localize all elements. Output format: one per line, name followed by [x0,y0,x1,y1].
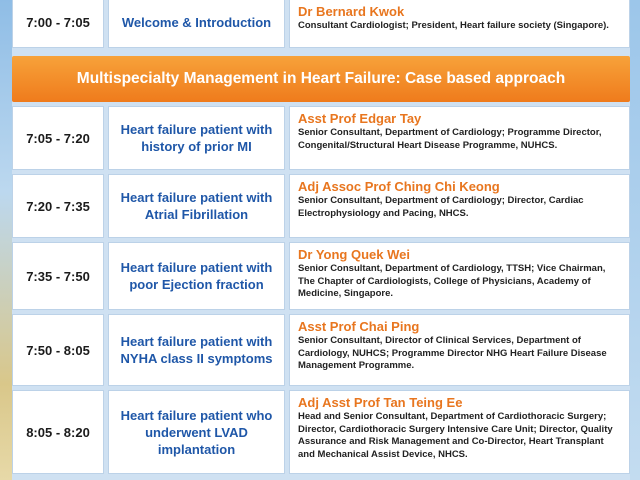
speaker-description: Consultant Cardiologist; President, Heart failure society (Singapore). [298,20,609,31]
speaker-description: Head and Senior Consultant, Department of Cardiothoracic Surgery; Director, Cardiothoracic Surgery Intensive Care Unit; Director, Quality Assurance and Risk Management and Co-Director, Heart Transplant and Mechanical Assist Device, NHCS. [298,411,613,460]
right-decorative-strip [630,0,640,480]
time-cell: 7:50 - 8:05 [12,314,104,386]
time-cell: 8:05 - 8:20 [12,390,104,474]
left-decorative-strip [0,0,12,480]
speaker-name: Adj Assoc Prof Ching Chi Keong [298,179,500,194]
agenda-row [12,314,630,386]
agenda-row [12,106,630,170]
topic-cell: Welcome & Introduction [108,0,285,48]
time-cell: 7:20 - 7:35 [12,174,104,238]
speaker-description: Senior Consultant, Department of Cardiology, TTSH; Vice Chairman, The Chapter of Cardiologists, College of Physicians, Academy of Medicine, Singapore. [298,263,606,299]
speaker-cell [289,106,630,170]
agenda-row [12,174,630,238]
speaker-description: Senior Consultant, Department of Cardiology; Director, Cardiac Electrophysiology and Pacing, NHCS. [298,195,584,219]
topic-cell: Heart failure patient with poor Ejection fraction [108,242,285,310]
agenda-row-welcome [12,0,630,48]
speaker-name: Dr Bernard Kwok [298,4,405,19]
topic-cell: Heart failure patient who underwent LVAD implantation [108,390,285,474]
time-cell: 7:05 - 7:20 [12,106,104,170]
speaker-description: Senior Consultant, Department of Cardiology; Programme Director, Congenital/Structural Heart Disease Programme, NUHCS. [298,127,602,151]
speaker-name: Asst Prof Edgar Tay [298,111,422,126]
topic-cell: Heart failure patient with history of prior MI [108,106,285,170]
speaker-cell [289,242,630,310]
speaker-description: Senior Consultant, Director of Clinical Services, Department of Cardiology, NUHCS; Programme Director NHG Heart Failure Disease Management Programme. [298,335,607,371]
agenda-row [12,390,630,474]
speaker-name: Asst Prof Chai Ping [298,319,420,334]
speaker-cell [289,174,630,238]
time-cell: 7:35 - 7:50 [12,242,104,310]
speaker-cell [289,314,630,386]
topic-cell: Heart failure patient with Atrial Fibrillation [108,174,285,238]
speaker-name: Adj Asst Prof Tan Teing Ee [298,395,463,410]
speaker-cell [289,390,630,474]
topic-cell: Heart failure patient with NYHA class II symptoms [108,314,285,386]
agenda-row [12,242,630,310]
time-cell: 7:00 - 7:05 [12,0,104,48]
speaker-name: Dr Yong Quek Wei [298,247,410,262]
speaker-cell [289,0,630,48]
session-banner: Multispecialty Management in Heart Failure: Case based approach [12,56,630,102]
